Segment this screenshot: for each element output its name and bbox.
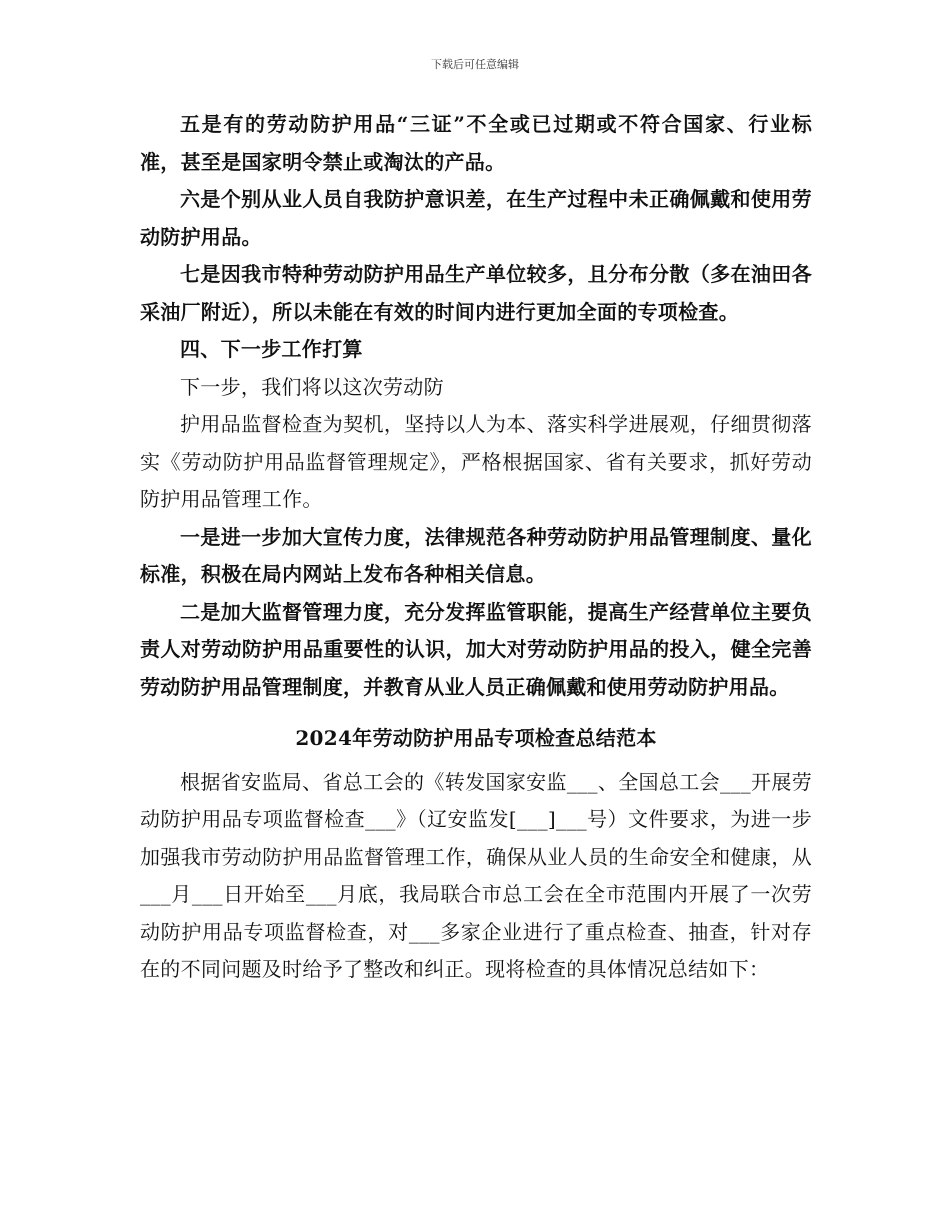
section-heading-next-steps: 四、下一步工作打算: [180, 337, 363, 361]
document-body: [140, 106, 812, 989]
section-title: 2024年劳动防护用品专项检查总结范本: [295, 726, 657, 750]
paragraph-next-step-body: 护用品监督检查为契机，坚持以人为本、落实科学进展观，仔细贯彻落实《劳动防护用品监督管理规定》，严格根据国家、省有关要求，抓好劳动防护用品管理工作。: [140, 412, 812, 511]
paragraph-next-step-intro: 下一步，我们将以这次劳动防: [180, 374, 444, 399]
paragraph-summary-intro: 根据省安监局、省总工会的《转发国家安监___、全国总工会___开展劳动防护用品专项监督检查___》（辽安监发[___]___号）文件要求，为进一步加强我市劳动防护用品监督管理工作，确保从业人员的生命安全和健康，从___月___日开始至___月底，我局联合市总工会在全市范围内开展了一次劳动防护用品专项监督检查，对___多家企业进行了重点检查、抽查，针对存在的不同问题及时给予了整改和纠正。现将检查的具体情况总结如下：: [140, 769, 812, 981]
paragraph-plan-1: 一是进一步加大宣传力度，法律规范各种劳动防护用品管理制度、量化标准，积极在局内网站上发布各种相关信息。: [140, 524, 812, 586]
paragraph-item-5: 五是有的劳动防护用品“三证”不全或已过期或不符合国家、行业标准，甚至是国家明令禁止或淘汰的产品。: [140, 112, 812, 174]
paragraph-item-7: 七是因我市特种劳动防护用品生产单位较多，且分布分散（多在油田各采油厂附近），所以未能在有效的时间内进行更加全面的专项检查。: [140, 262, 812, 324]
paragraph-plan-2: 二是加大监督管理力度，充分发挥监管职能，提高生产经营单位主要负责人对劳动防护用品重要性的认识，加大对劳动防护用品的投入，健全完善劳动防护用品管理制度，并教育从业人员正确佩戴和使用劳动防护用品。: [140, 599, 812, 699]
page-header: 下载后可任意编辑: [431, 58, 519, 71]
paragraph-item-6: 六是个别从业人员自我防护意识差，在生产过程中未正确佩戴和使用劳动防护用品。: [140, 187, 812, 249]
